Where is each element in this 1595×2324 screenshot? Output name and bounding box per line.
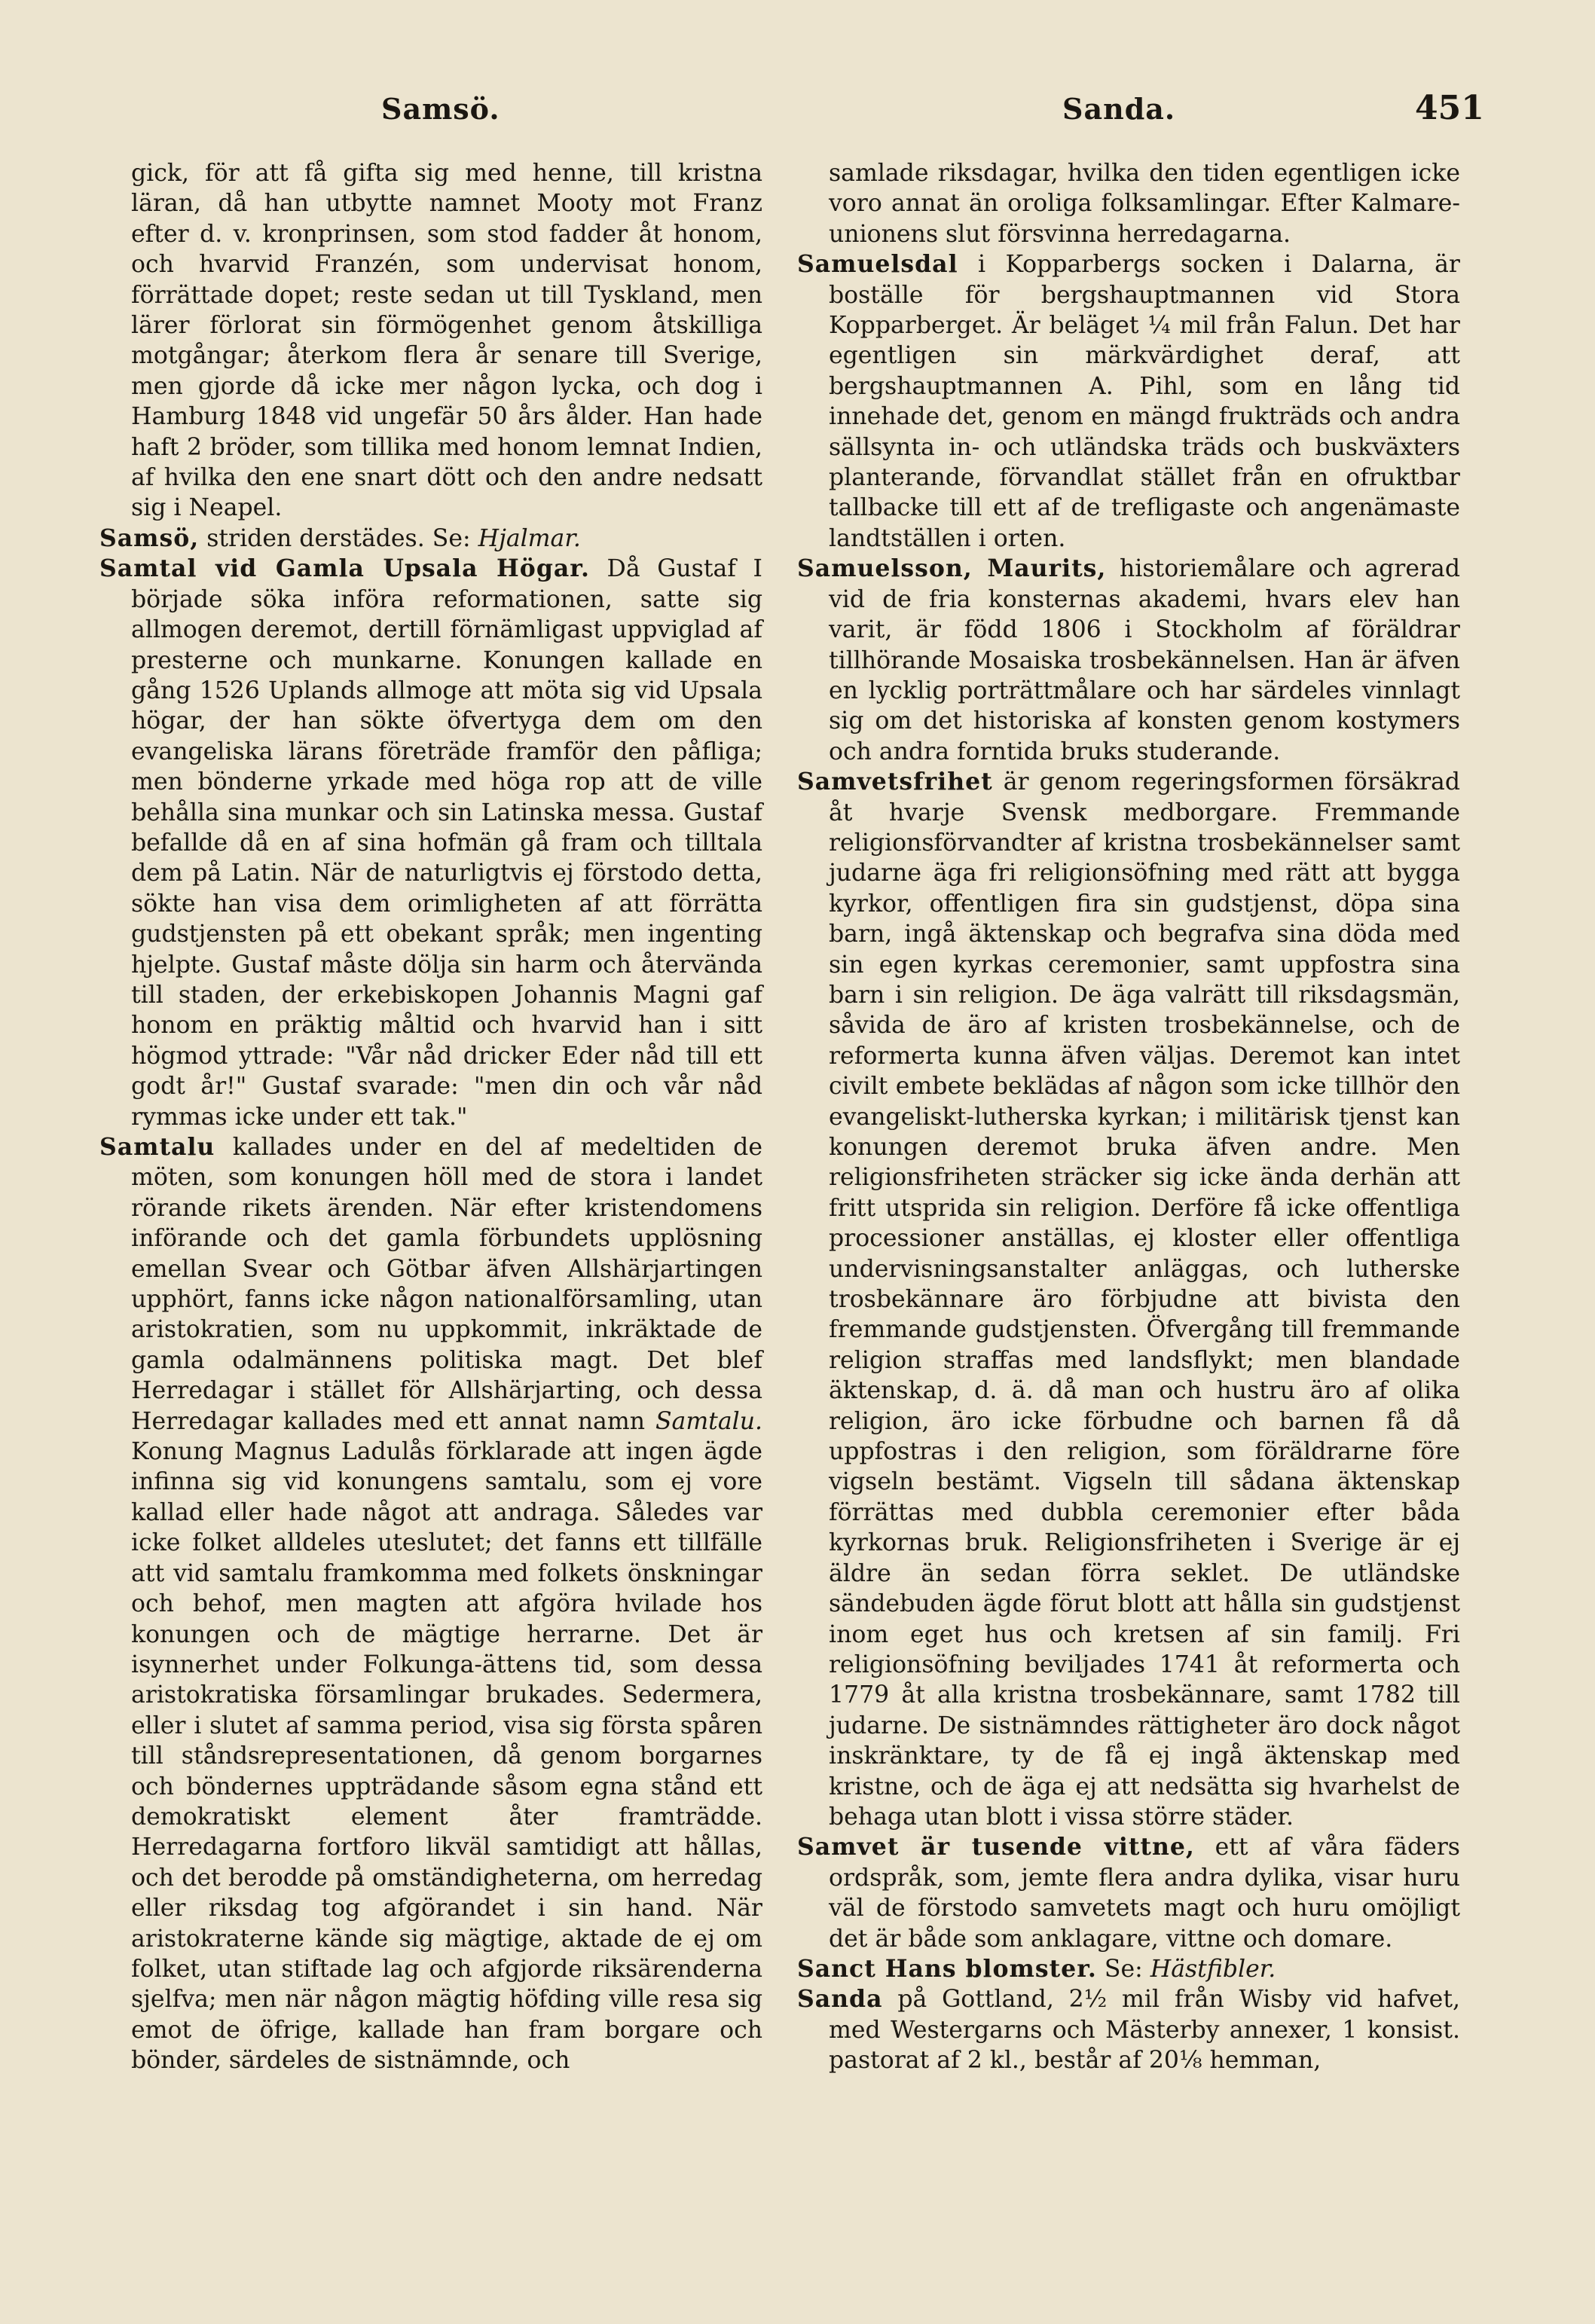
entry <box>99 554 762 1132</box>
entry-text: Då Gustaf I började söka införa reformationen, satte sig allmogen deremot, dertill förnämligast uppviglad af presterne och munkarne. Konungen kallade en gång 1526 Uplands allmoge att möta sig vid Upsala högar, der han sökte öfvertyga dem om den evangeliska lärans företräde framför den påfliga; men bönderne yrkade med höga rop att de ville behålla sina munkar och sin Latinska messa. Gustaf befallde då en af sina hofmän gå fram och tilltala dem på Latin. När de naturligtvis ej förstodo detta, sökte han visa dem orimligheten af att förrätta gudstjensten på ett obekant språk; men ingenting hjelpte. Gustaf måste dölja sin harm och återvända till staden, der erkebiskopen Johannis Magni gaf honom en präktig måltid och hvarvid han i sitt högmod yttrade: "Vår nåd dricker Eder nåd till ett godt år!" Gustaf svarade: "men din och vår nåd rymmas icke under ett tak." <box>131 555 762 1131</box>
entry-headword: Samtalu <box>99 1133 215 1161</box>
entry <box>797 1984 1460 2075</box>
entry <box>797 1832 1460 1954</box>
entry <box>797 158 1460 249</box>
left-column <box>99 158 762 2076</box>
entry-reference: Samtalu. <box>655 1407 762 1435</box>
entry-reference: Hjalmar. <box>478 524 581 552</box>
entry-headword: Samtal vid Gamla Upsala Högar. <box>99 554 590 583</box>
entry-headword: Samuelsdal <box>797 250 958 279</box>
entry <box>797 249 1460 554</box>
entry <box>99 1132 762 2076</box>
entry-text: samlade riksdagar, hvilka den tiden egentligen icke voro annat än oroliga folksamlingar. Efter Kalmare-unionens slut försvinna herredagarna. <box>829 160 1460 248</box>
entry <box>797 767 1460 1832</box>
entry <box>797 554 1460 767</box>
entry-text: striden derstädes. Se: <box>199 524 478 552</box>
entry <box>99 158 762 524</box>
running-head-right: Sanda. <box>1062 92 1176 126</box>
entry-reference: Hästfibler. <box>1150 1955 1276 1983</box>
entry-text: Se: <box>1096 1955 1150 1983</box>
entry-headword: Samsö, <box>99 524 200 552</box>
running-head-left: Samsö. <box>381 92 500 126</box>
right-column <box>797 158 1460 2076</box>
entry <box>797 1954 1460 1984</box>
entry-headword: Samvet är tusende vittne, <box>797 1833 1195 1861</box>
entry-text: ett af våra fäders ordspråk, som, jemte flera andra dylika, visar huru väl de förstodo samvetets magt och huru omöjligt det är både som anklagare, vittne och domare. <box>829 1834 1460 1953</box>
entry-text: gick, för att få gifta sig med henne, till kristna läran, då han utbytte namnet Mooty mot Franz efter d. v. kronprinsen, som stod fadder åt honom, och hvarvid Franzén, som undervisat honom, förrättade dopet; reste sedan ut till Tyskland, men lärer förlorat sin förmögenhet genom åtskilliga motgångar; återkom flera år senare till Sverige, men gjorde då icke mer någon lycka, och dog i Hamburg 1848 vid ungefär 50 års ålder. Han hade haft 2 bröder, som tillika med honom lemnat Indien, af hvilka den ene snart dött och den andre nedsatt sig i Neapel. <box>131 160 762 522</box>
entry-headword: Samuelsson, Maurits, <box>797 554 1107 583</box>
entry-text: historiemålare och agrerad vid de fria konsternas akademi, hvars elev han varit, är född 1806 i Stockholm af föräldrar tillhörande Mosaiska trosbekännelsen. Han är äfven en lycklig porträttmålare och har särdeles vinnlagt sig om det historiska af konsten genom kostymers och andra forntida bruks studerande. <box>829 555 1460 765</box>
entry-text: på Gottland, 2½ mil från Wisby vid hafvet, med Westergarns och Mästerby annexer, 1 konsist. pastorat af 2 kl., består af 20⅛ hemman, <box>829 1986 1460 2075</box>
entry-text: är genom regeringsformen försäkrad åt hvarje Svensk medborgare. Fremmande religionsförvandter af kristna trosbekännelser samt judarne äga fri religionsöfning med rätt att bygga kyrkor, offentligen fira sin gudstjenst, döpa sina barn, ingå äktenskap och begrafva sina döda med sin egen kyrkas ceremonier, samt uppfostra sina barn i sin religion. De äga valrätt till riksdagsmän, såvida de äro af kristen trosbekännelse, och de reformerta kunna äfven väljas. Deremot kan intet civilt embete beklädas af någon som icke tillhör den evangeliskt-lutherska kyrkan; i militärisk tjenst kan konungen deremot bruka äfven andre. Men religionsfriheten sträcker sig icke ända derhän att fritt utsprida sin religion. Derföre få icke offentliga processioner anställas, ej kloster eller offentliga undervisningsanstalter anläggas, och lutherske trosbekännare äro förbjudne att bivista den fremmande gudstjensten. Öfvergång till fremmande religion straffas med landsflykt; men blandade äktenskap, d. ä. då man och hustru äro af olika religion, äro icke förbudne och barnen få då uppfostras i den religion, som föräldrarne före vigseln bestämt. Vigseln till sådana äktenskap förrättas med dubbla ceremonier efter båda kyrkornas bruk. Religionsfriheten i Sverige är ej äldre än sedan förra seklet. De utländske sändebuden ägde förut blott att hålla sin gudstjenst inom eget hus och kretsen af sin familj. Fri religionsöfning beviljades 1741 åt reformerta och 1779 åt alla kristna trosbekännare, samt 1782 till judarne. De sistnämndes rättigheter äro dock något inskränktare, ty de få ej ingå äktenskap med kristne, och de äga ej att nedsätta sig hvarhelst de behaga utan blott i vissa större städer. <box>829 768 1460 1831</box>
entry-text-tail: Konung Magnus Ladulås förklarade att ingen ägde infinna sig vid konungens samtalu, som ej vore kallad eller hade något att andraga. Således var icke folket alldeles uteslutet; det fanns ett tillfälle att vid samtalu framkomma med folkets önskningar och behof, men magten att afgöra hvilade hos konungen och de mägtige herrarne. Det är isynnerhet under Folkunga-ättens tid, som dessa aristokratiska församlingar brukades. Sedermera, eller i slutet af samma period, visa sig första spåren till ståndsrepresentationen, då genom borgarnes och böndernes uppträdande såsom egna stånd ett demokratiskt element åter framträdde. Herredagarna fortforo likväl samtidigt att hållas, och det berodde på omständigheterna, om herredag eller riksdag tog afgörandet i sin hand. När aristokraterne kände sig mägtige, aktade de ej om folket, utan stiftade lag och afgjorde riksärenderna sjelfva; men när någon mägtig höfding ville resa sig emot de öfrige, kallade han fram borgare och bönder, särdeles de sistnämnde, och <box>131 1438 762 2075</box>
entry-headword: Sanct Hans blomster. <box>797 1954 1097 1983</box>
entry-text: kallades under en del af medeltiden de möten, som konungen höll med de stora i landet rörande rikets ärenden. När efter kristendomens införande och det gamla förbundets upplösning emellan Svear och Götbar äfven Allshärjartingen upphört, fanns icke någon nationalförsamling, utan aristokratien, som nu uppkommit, inkräktade de gamla odalmännens politiska magt. Det blef Herredagar i stället för Allshärjarting, och dessa Herredagar kallades med ett annat namn <box>131 1134 762 1435</box>
entry-headword: Sanda <box>797 1985 883 2014</box>
entry-text: i Kopparbergs socken i Dalarna, är boställe för bergshauptmannen vid Stora Kopparberget. Är beläget ¼ mil från Falun. Det har egentligen sin märkvärdighet deraf, att bergshauptmannen A. Pihl, som en lång tid innehade det, genom en mängd frukträds och andra sällsynta in- och utländska träds och buskväxters planterande, förvandlat stället från en ofruktbar tallbacke till ett af de trefligaste och angenämaste landtställen i orten. <box>829 251 1460 552</box>
page-number: 451 <box>1415 89 1484 127</box>
entry-headword: Samvetsfrihet <box>797 768 993 796</box>
entry <box>99 524 762 554</box>
